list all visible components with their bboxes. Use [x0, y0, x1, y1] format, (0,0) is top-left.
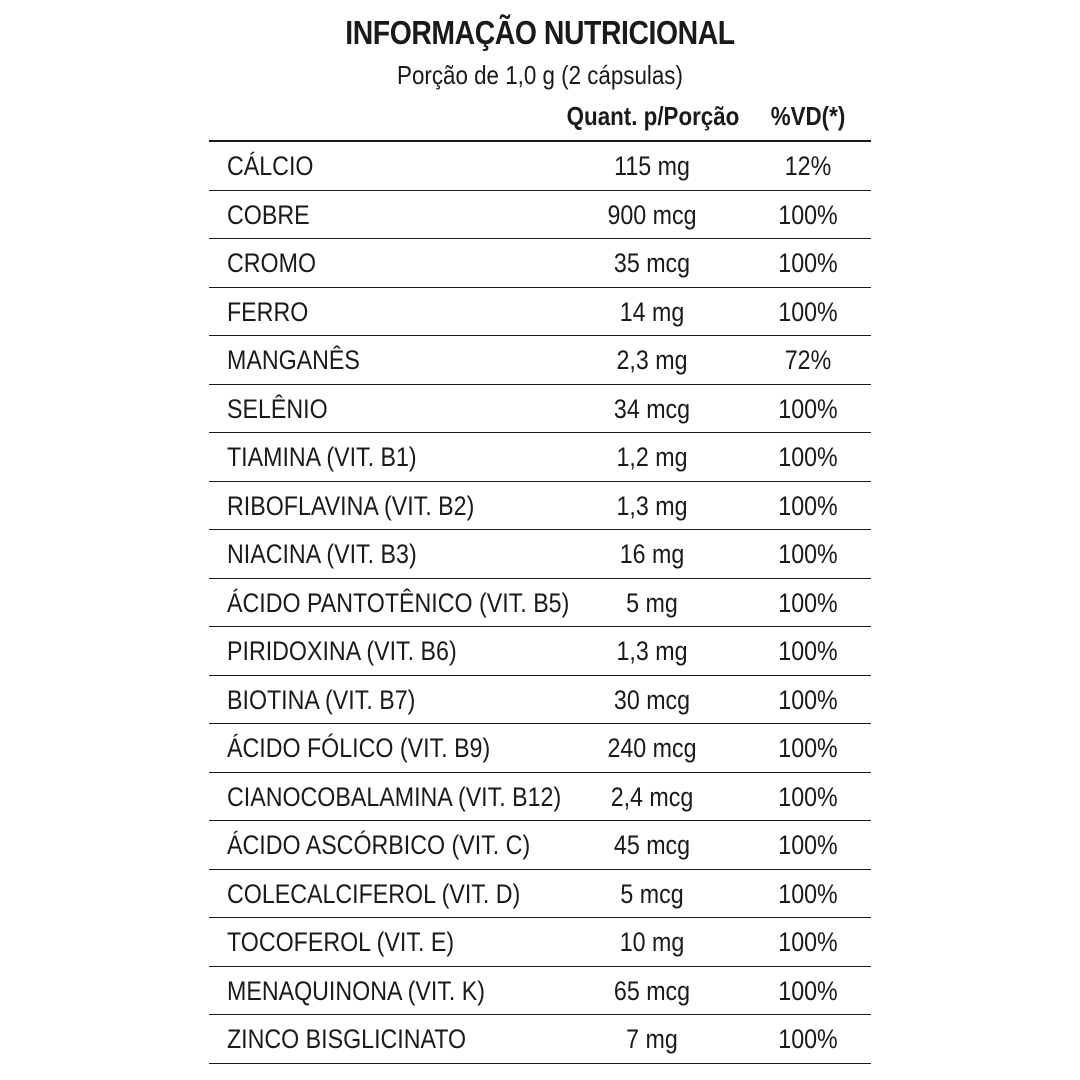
nutrient-daily-value: 100% [778, 781, 838, 812]
table-row [209, 288, 871, 337]
table-title: INFORMAÇÃO NUTRICIONAL [345, 14, 735, 51]
nutrient-name: NIACINA (VIT. B3) [227, 539, 417, 569]
nutrient-daily-value: 100% [778, 248, 838, 278]
table-row [209, 773, 871, 822]
nutrient-name: RIBOFLAVINA (VIT. B2) [227, 490, 475, 521]
nutrient-quantity: 5 mcg [620, 878, 684, 909]
nutrient-name: COLECALCIFEROL (VIT. D) [227, 878, 521, 909]
table-row [209, 191, 871, 240]
nutrient-quantity: 1,3 mg [616, 490, 688, 521]
table-row [209, 239, 871, 288]
nutrient-name: CIANOCOBALAMINA (VIT. B12) [227, 781, 562, 812]
nutrient-daily-value: 100% [778, 636, 838, 666]
nutrient-quantity: 900 mcg [607, 199, 697, 230]
nutrient-daily-value: 100% [778, 684, 838, 715]
nutrient-daily-value: 100% [778, 1024, 838, 1054]
nutrient-name: ZINCO BISGLICINATO [227, 1024, 467, 1054]
nutrient-daily-value: 72% [784, 345, 832, 375]
nutrient-quantity: 65 mcg [613, 975, 691, 1006]
nutrient-quantity: 10 mg [619, 927, 685, 957]
column-header-quantity: Quant. p/Porção [566, 101, 740, 131]
nutrient-quantity: 34 mcg [613, 393, 691, 424]
table-row [209, 433, 871, 482]
nutrient-daily-value: 100% [778, 199, 838, 230]
nutrient-daily-value: 100% [778, 733, 838, 763]
nutrient-quantity: 2,3 mg [616, 345, 688, 375]
table-row [209, 1015, 871, 1064]
nutrient-daily-value: 100% [778, 393, 838, 424]
nutrient-daily-value: 100% [778, 296, 838, 327]
nutrient-daily-value: 100% [778, 830, 838, 860]
table-row [209, 676, 871, 725]
column-headers [0, 101, 1080, 135]
nutrient-quantity: 1,3 mg [616, 636, 688, 666]
nutrient-name: TIAMINA (VIT. B1) [227, 442, 417, 472]
nutrient-name: TOCOFEROL (VIT. E) [227, 927, 455, 957]
nutrient-quantity: 16 mg [619, 539, 685, 569]
table-row [209, 530, 871, 579]
table-row [209, 482, 871, 531]
table-row [209, 385, 871, 434]
nutrient-name: CÁLCIO [227, 151, 314, 181]
nutrient-quantity: 14 mg [619, 296, 685, 327]
nutrient-quantity: 5 mg [626, 587, 678, 618]
table-row [209, 821, 871, 870]
nutrient-quantity: 240 mcg [607, 733, 697, 763]
nutrient-name: BIOTINA (VIT. B7) [227, 684, 416, 715]
nutrient-quantity: 115 mg [614, 151, 690, 181]
nutrient-daily-value: 100% [778, 878, 838, 909]
nutrient-name: ÁCIDO ASCÓRBICO (VIT. C) [227, 830, 531, 860]
nutrient-name: ÁCIDO PANTOTÊNICO (VIT. B5) [227, 587, 570, 618]
nutrient-daily-value: 100% [778, 975, 838, 1006]
table-row [209, 142, 871, 191]
nutrient-daily-value: 100% [778, 927, 838, 957]
column-header-daily-value: %VD(*) [770, 101, 846, 131]
table-row [209, 724, 871, 773]
nutrient-name: FERRO [227, 296, 309, 327]
nutrient-name: COBRE [227, 199, 310, 230]
nutrient-quantity: 35 mcg [613, 248, 691, 278]
nutrient-daily-value: 100% [778, 587, 838, 618]
nutrient-daily-value: 100% [778, 539, 838, 569]
table-row [209, 336, 871, 385]
nutrient-name: SELÊNIO [227, 393, 328, 424]
nutrient-quantity: 7 mg [626, 1024, 678, 1054]
serving-size: Porção de 1,0 g (2 cápsulas) [397, 60, 683, 90]
nutrient-name: MENAQUINONA (VIT. K) [227, 975, 486, 1006]
table-row [209, 579, 871, 628]
nutrient-daily-value: 12% [784, 151, 832, 181]
table-row [209, 918, 871, 967]
nutrient-quantity: 1,2 mg [616, 442, 688, 472]
nutrient-name: MANGANÊS [227, 345, 360, 375]
nutrient-quantity: 45 mcg [613, 830, 691, 860]
nutrition-table [209, 140, 871, 1064]
table-row [209, 967, 871, 1016]
nutrient-daily-value: 100% [778, 490, 838, 521]
nutrient-daily-value: 100% [778, 442, 838, 472]
nutrient-name: ÁCIDO FÓLICO (VIT. B9) [227, 733, 491, 763]
table-row [209, 627, 871, 676]
table-row [209, 870, 871, 919]
nutrient-quantity: 2,4 mcg [610, 781, 694, 812]
nutrient-name: PIRIDOXINA (VIT. B6) [227, 636, 457, 666]
nutrient-name: CROMO [227, 248, 317, 278]
nutrient-quantity: 30 mcg [613, 684, 691, 715]
